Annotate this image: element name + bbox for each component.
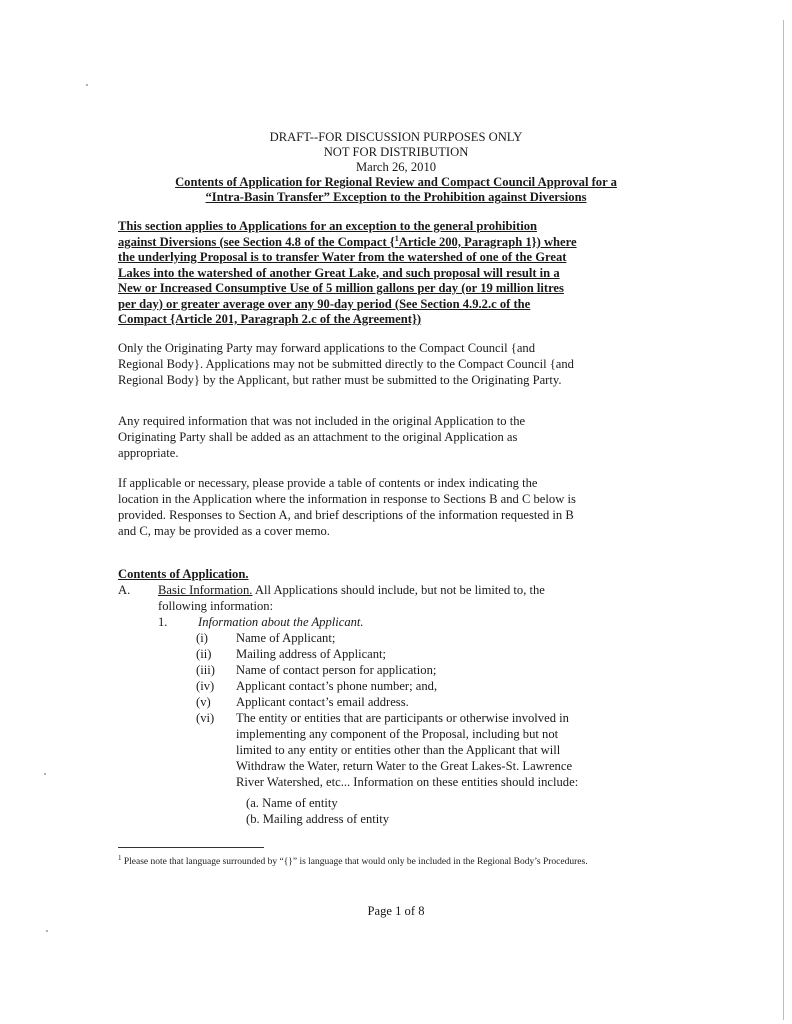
entity-item: (a. Name of entity: [246, 796, 338, 810]
draft-notice: DRAFT--FOR DISCUSSION PURPOSES ONLY: [269, 130, 523, 144]
subitem-text: Applicant contact’s phone number; and,: [236, 679, 438, 693]
footnote: [118, 852, 588, 868]
title-line-1: Contents of Application for Regional Review and Compact Council Approval for a: [175, 175, 617, 189]
subitem-number: (i): [196, 631, 208, 645]
subitem-text-entities: The entity or entities that are participants or otherwise involved in implementing any component of the Proposal, including but not limited to any entity or entities other than the Applicant that will Withdraw the Water, return Water to the Great Lakes-St. Lawrence River Watershed, etc... Information on these entities should include:: [236, 711, 579, 789]
section-a-text: All Applications should include, but not be limited to, the: [254, 583, 545, 597]
document-title: [110, 175, 682, 205]
item-1-label: Information about the Applicant.: [198, 615, 364, 629]
scan-speck: [46, 930, 48, 932]
footnote-marker: 1: [118, 854, 122, 862]
footnote-divider: [118, 847, 264, 848]
subitem-text: Mailing address of Applicant;: [236, 647, 387, 661]
scope-text-2: Article 200, Paragraph 1}) where the underlying Proposal is to transfer Water from the watershed of one of the Great Lakes into the watershed of another Great Lake, and such proposal will result in a New or Increased Consumptive Use of 5 million gallons per day (or 19 million litres per day) or greater average over any 90-day period (See Section 4.9.2.c of the Compact {Article 201, Paragraph 2.c of the Agreement}): [118, 234, 577, 326]
scope-statement: [118, 219, 578, 328]
section-a-label: Basic Information.: [158, 583, 253, 597]
page-number: Page 1 of 8: [367, 904, 425, 918]
draft-header: [0, 130, 792, 175]
subitem-text: Applicant contact’s email address.: [236, 695, 409, 709]
entity-item: (b. Mailing address of entity: [246, 812, 390, 826]
section-a-letter: A.: [118, 583, 131, 597]
subitem-number: (vi): [196, 711, 215, 725]
distribution-notice: NOT FOR DISTRIBUTION: [323, 145, 469, 159]
subitem-text: Name of contact person for application;: [236, 663, 437, 677]
subitem-number: (iii): [196, 663, 215, 677]
subitem-number: (v): [196, 695, 211, 709]
document-date: March 26, 2010: [355, 160, 437, 174]
section-a-line-1: [158, 582, 545, 598]
paragraph-table-of-contents: If applicable or necessary, please provide a table of contents or index indicating the location in the Application where the information in response to Sections B and C below is provided. Responses to Section A, and brief descriptions of the information requested in B and C, may be provided as a cover memo.: [118, 476, 576, 538]
scope-text-1: This section applies to Applications for an exception to the general prohibition against Diversions (see Section 4.8 of the Compact {: [118, 219, 538, 249]
scan-speck: [86, 84, 88, 86]
section-a-line-2: following information:: [158, 599, 274, 613]
title-line-2: “Intra-Basin Transfer” Exception to the Prohibition against Diversions: [205, 190, 587, 204]
footnote-text: Please note that language surrounded by “{}” is language that would only be included in the Regional Body’s Procedures.: [123, 857, 588, 868]
subitem-text: Name of Applicant;: [236, 631, 336, 645]
paragraph-attachments: Any required information that was not included in the original Application to the Originating Party shall be added as an attachment to the original Application as appropriate.: [118, 414, 526, 460]
footnote-reference: 1: [394, 233, 399, 243]
contents-heading: Contents of Application.: [118, 567, 249, 581]
subitem-number: (ii): [196, 647, 212, 661]
subitem-number: (iv): [196, 679, 215, 693]
scan-speck: [44, 773, 46, 775]
item-1-number: 1.: [158, 615, 168, 629]
paragraph-originating-party: Only the Originating Party may forward applications to the Compact Council {and Regional Body}. Applications may not be submitted directly to the Compact Council {and Regional Body} by the Applicant, but rather must be submitted to the Originating Party.: [118, 341, 574, 387]
